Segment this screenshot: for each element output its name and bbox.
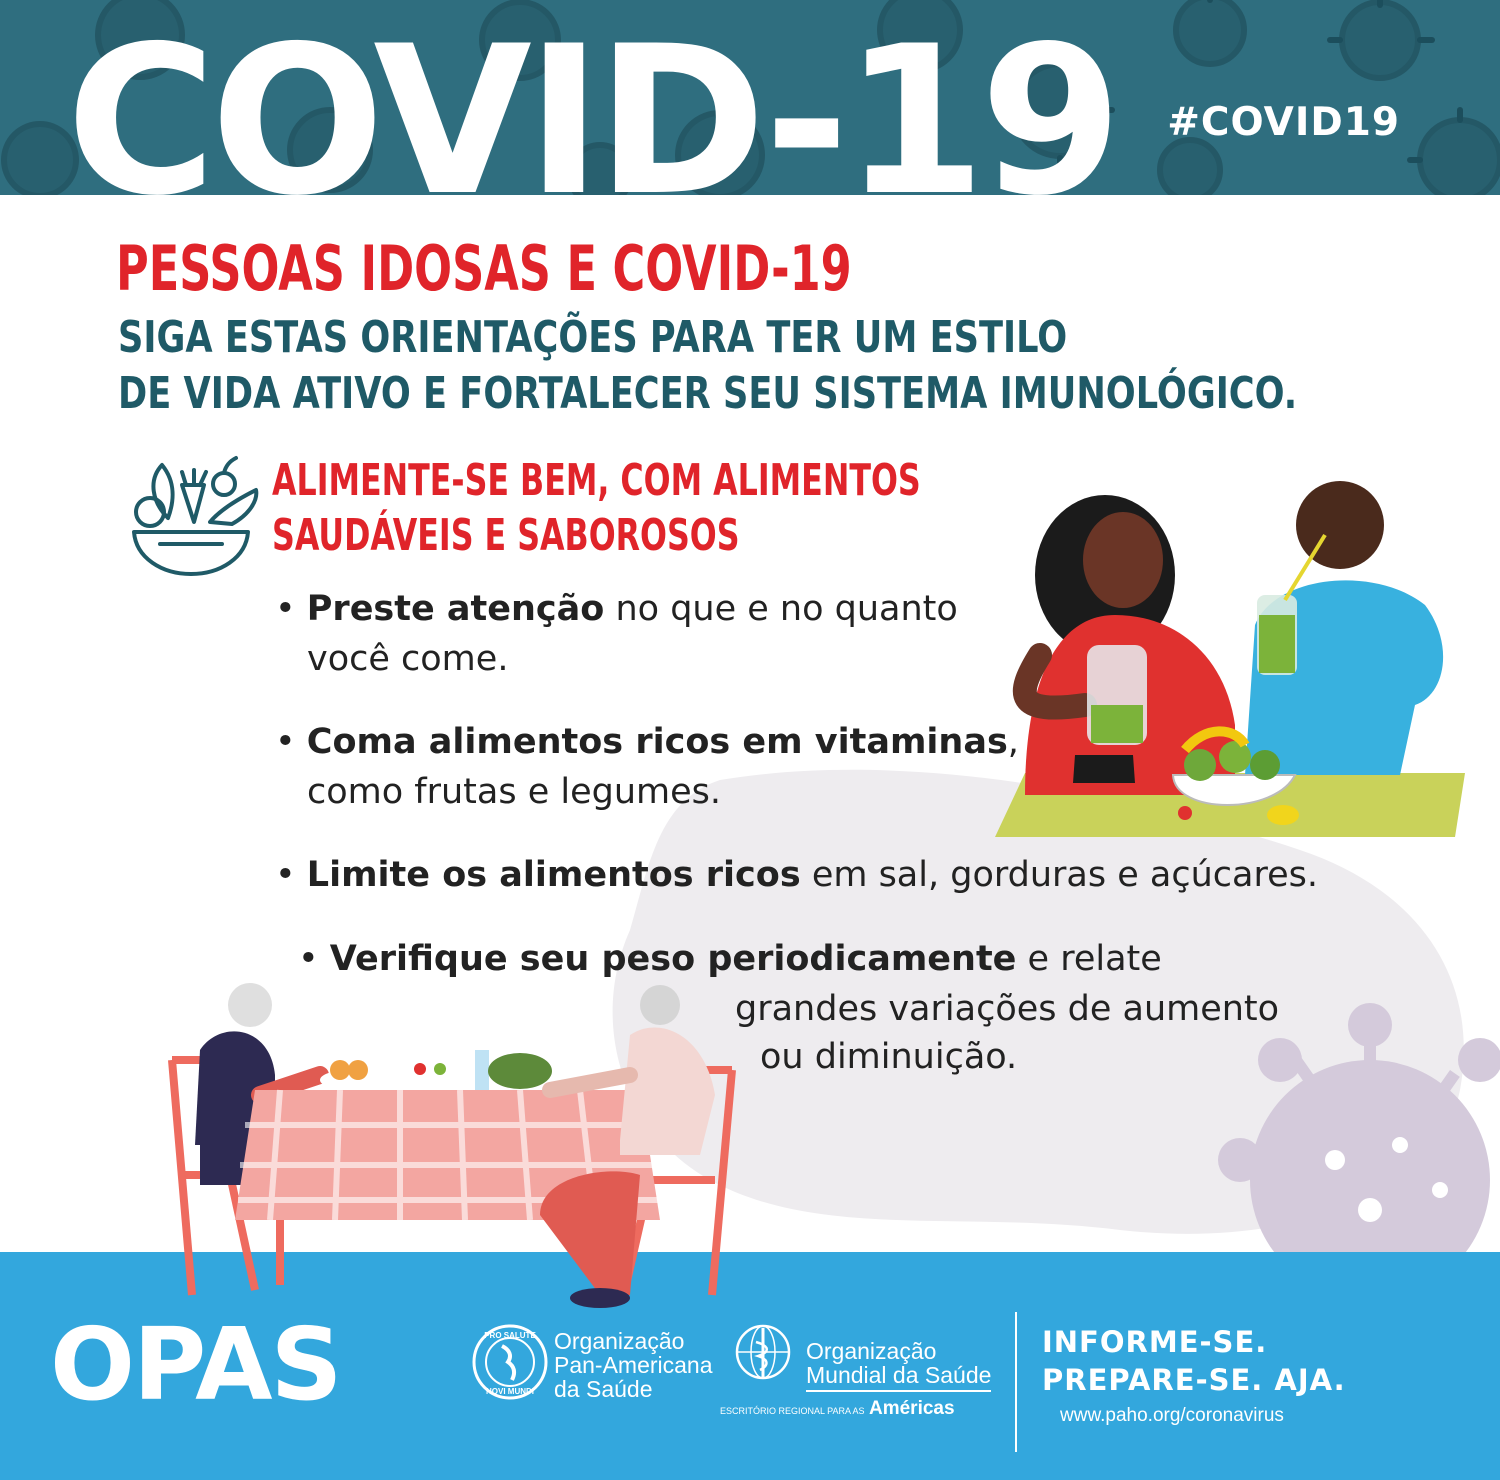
bullet-1-rest: no que e no quanto <box>604 589 958 629</box>
bullet-1-line-2: você come. <box>307 639 509 679</box>
bullet-3-rest: em sal, gorduras e açúcares. <box>800 855 1318 895</box>
who-emblem-icon <box>722 1322 804 1382</box>
bullet-2-bold: Coma alimentos ricos em vitaminas <box>306 722 1008 762</box>
paho-name-line-3: da Saúde <box>554 1376 653 1402</box>
main-title: PESSOAS IDOSAS E COVID-19 <box>116 232 852 305</box>
section-heading-line-1: ALIMENTE-SE BEM, COM ALIMENTOS <box>272 455 921 506</box>
bullet-2-line-2: como frutas e legumes. <box>307 772 722 812</box>
bullet-2-rest: , <box>1007 722 1019 762</box>
cta-line-2: PREPARE-SE. AJA. <box>1042 1363 1346 1397</box>
subtitle-line-1: SIGA ESTAS ORIENTAÇÕES PARA TER UM ESTILO <box>118 312 1068 363</box>
who-regional-office <box>720 1398 955 1420</box>
paho-seal-top-text: PRO SALUTE <box>484 1331 536 1340</box>
paho-seal-icon <box>470 1322 550 1402</box>
footer-divider <box>1015 1312 1017 1452</box>
bullet-3: • Limite os alimentos ricos em sal, gorduras e açúcares. <box>275 855 1318 895</box>
bullet-4-bold: Verifique seu peso periodicamente <box>329 939 1017 979</box>
bullet-4-rest: e relate <box>1016 939 1162 979</box>
cta-line-1: INFORME-SE. <box>1042 1325 1268 1359</box>
paho-seal-bottom-text: NOVI MUNDI <box>486 1387 534 1396</box>
bullet-2: • Coma alimentos ricos em vitaminas, <box>275 722 1019 762</box>
bullet-4-line-3: ou diminuição. <box>760 1037 1018 1077</box>
subtitle-line-2: DE VIDA ATIVO E FORTALECER SEU SISTEMA IMUNOLÓGICO. <box>118 368 1298 419</box>
paho-name-line-1: Organização <box>554 1328 685 1354</box>
bullet-1: • Preste atenção no que e no quanto <box>275 589 958 629</box>
section-heading-line-2: SAUDÁVEIS E SABOROSOS <box>272 510 740 561</box>
covid-title: COVID-19 <box>66 3 1117 195</box>
who-name-line-1: Organização <box>806 1338 937 1364</box>
header-band <box>0 0 1500 195</box>
website-link[interactable]: www.paho.org/coronavirus <box>1060 1405 1284 1426</box>
who-name-line-2: Mundial da Saúde <box>806 1364 991 1392</box>
paho-name-line-2: Pan-Americana <box>554 1352 713 1378</box>
bullet-3-bold: Limite os alimentos ricos <box>306 855 801 895</box>
bullet-4-line-2: grandes variações de aumento <box>735 989 1280 1029</box>
salad-bowl-icon <box>120 440 260 580</box>
bullet-4: • Verifique seu peso periodicamente e relate <box>298 939 1162 979</box>
who-regional-small: ESCRITÓRIO REGIONAL PARA AS <box>720 1406 865 1416</box>
opas-logo: OPAS <box>50 1306 341 1423</box>
bullet-1-bold: Preste atenção <box>306 589 605 629</box>
hashtag: #COVID19 <box>1167 100 1400 145</box>
who-region: Américas <box>869 1398 955 1419</box>
couple-dining-illustration <box>160 975 750 1310</box>
couple-juice-illustration <box>995 465 1475 840</box>
